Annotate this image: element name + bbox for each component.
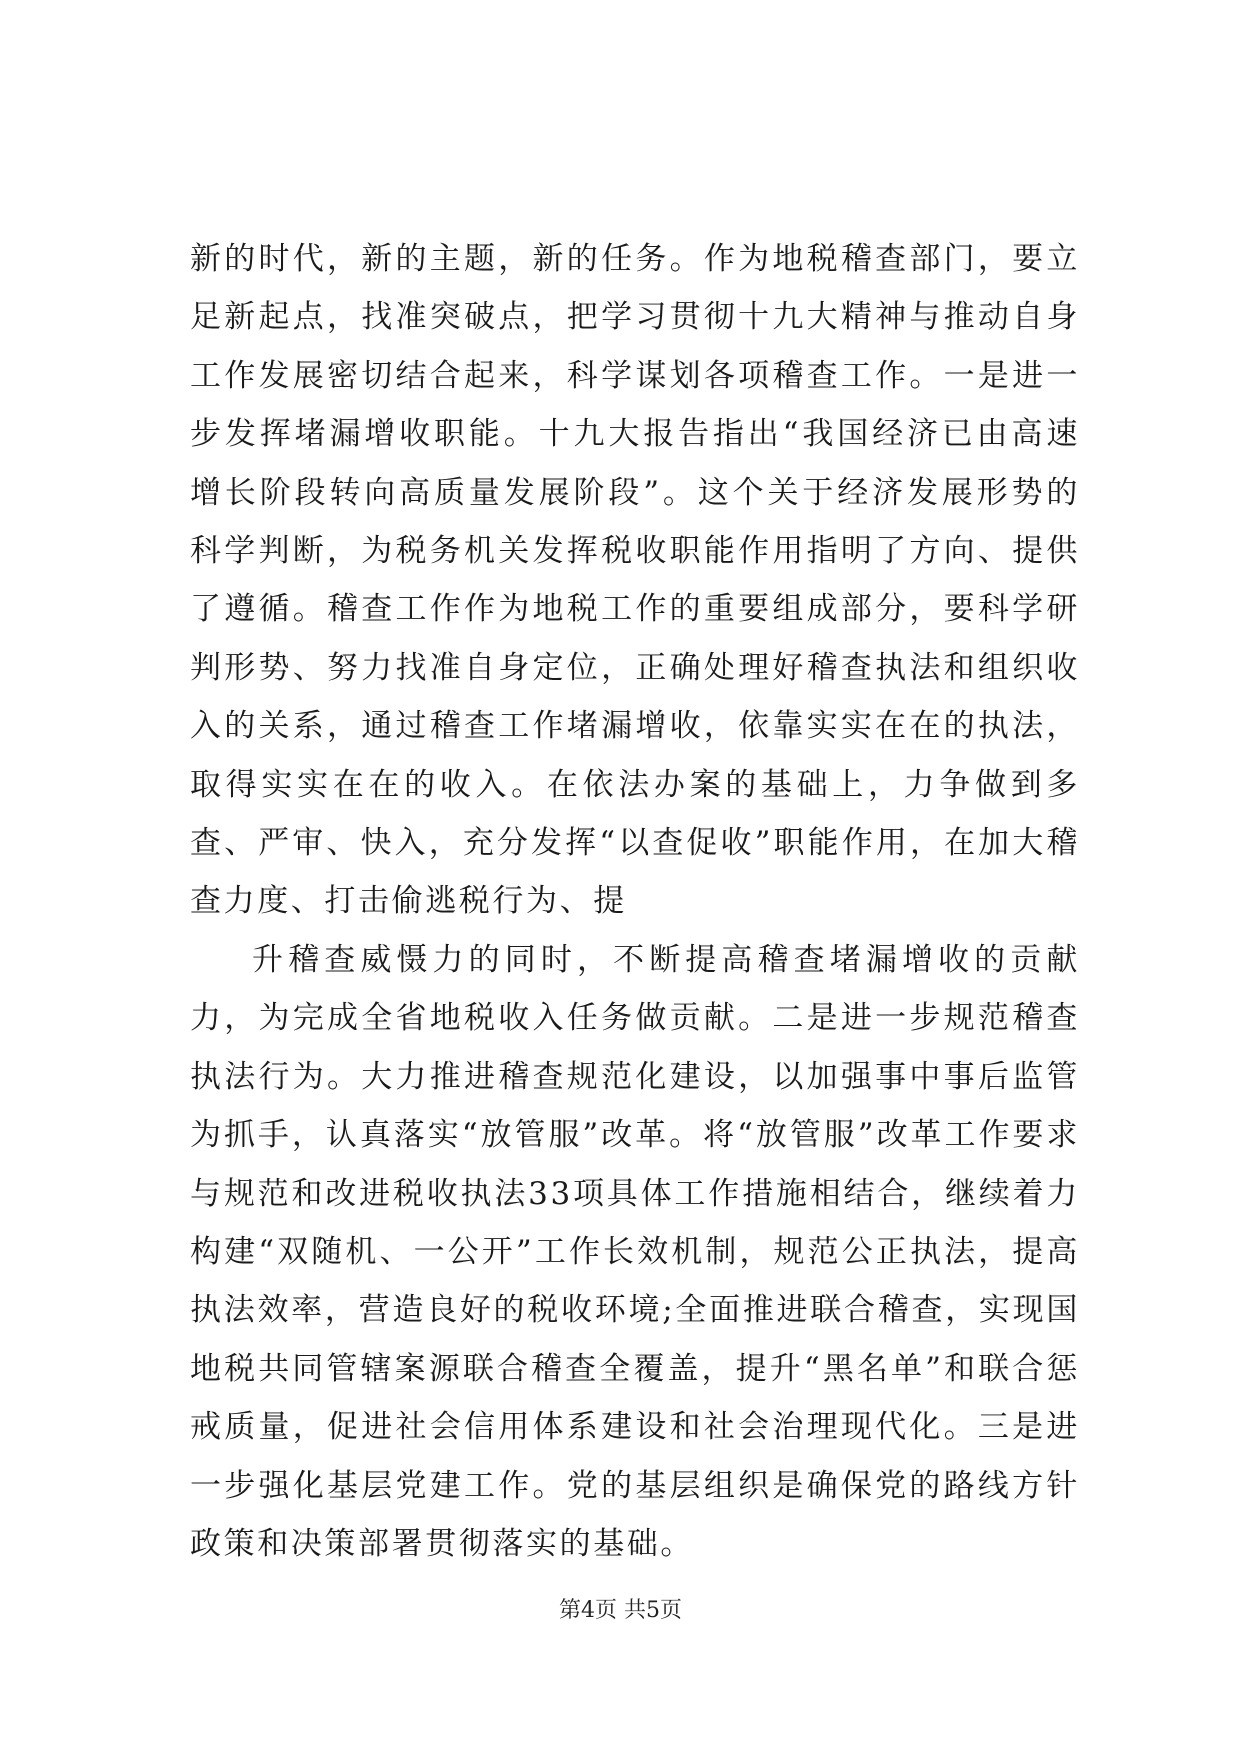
body-text [190, 230, 1080, 1573]
paragraph-1: 新的时代，新的主题，新的任务。作为地税稽查部门，要立足新起点，找准突破点，把学习贯彻十九大精神与推动自身工作发展密切结合起来，科学谋划各项稽查工作。一是进一步发挥堵漏增收职能。十九大报告指出“我国经济已由高速增长阶段转向高质量发展阶段”。这个关于经济发展形势的科学判断，为税务机关发挥税收职能作用指明了方向、提供了遵循。稽查工作作为地税工作的重要组成部分，要科学研判形势、努力找准自身定位，正确处理好稽查执法和组织收入的关系，通过稽查工作堵漏增收，依靠实实在在的执法，取得实实在在的收入。在依法办案的基础上，力争做到多查、严审、快入，充分发挥“以查促收”职能作用，在加大稽查力度、打击偷逃税行为、提 [190, 241, 1080, 920]
paragraph-2: 升稽查威慑力的同时，不断提高稽查堵漏增收的贡献力，为完成全省地税收入任务做贡献。二是进一步规范稽查执法行为。大力推进稽查规范化建设，以加强事中事后监管为抓手，认真落实“放管服”改革。将“放管服”改革工作要求与规范和改进税收执法33项具体工作措施相结合，继续着力构建“双随机、一公开”工作长效机制，规范公正执法，提高执法效率，营造良好的税收环境;全面推进联合稽查，实现国地税共同管辖案源联合稽查全覆盖，提升“黑名单”和联合惩戒质量，促进社会信用体系建设和社会治理现代化。三是进一步强化基层党建工作。党的基层组织是确保党的路线方针政策和决策部署贯彻落实的基础。 [190, 941, 1080, 1562]
page-footer: 第4页 共5页 [559, 1598, 682, 1623]
